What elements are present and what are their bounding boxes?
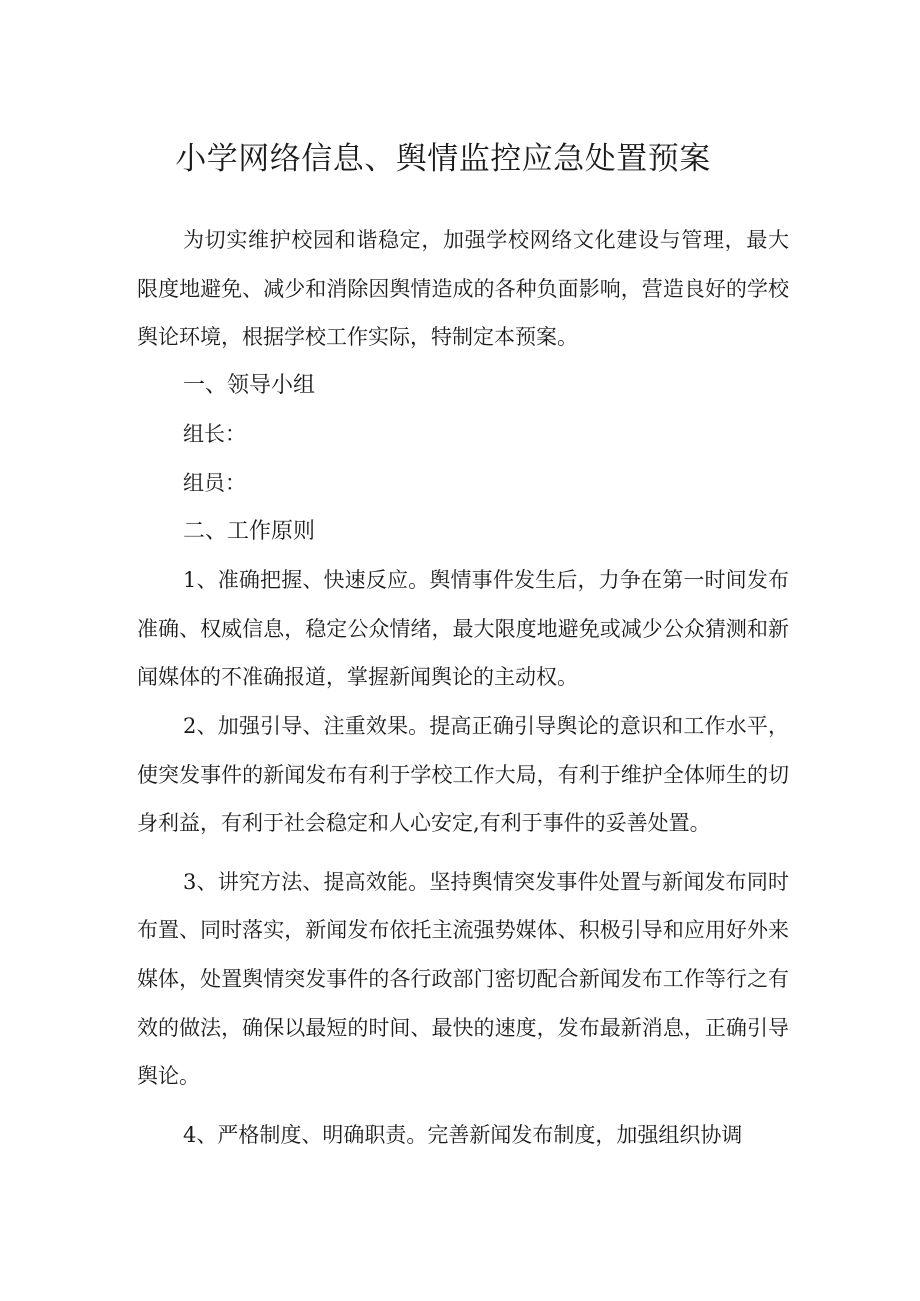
paragraph-gap (137, 1101, 789, 1111)
principle-item-1: 1、准确把握、快速反应。舆情事件发生后，力争在第一时间发布准确、权威信息，稳定公众情绪，最大限度地避免或减少公众猜测和新闻媒体的不准确报道，掌握新闻舆论的主动权。 (137, 568, 789, 690)
principle-item-4: 4、严格制度、明确职责。完善新闻发布制度，加强组织协调 (183, 1122, 743, 1147)
document-title: 小学网络信息、舆情监控应急处置预案 (175, 141, 711, 177)
document-body (137, 216, 789, 1159)
section-heading-leadership: 一、领导小组 (183, 372, 316, 398)
members-label: 组员： (183, 470, 246, 495)
leader-label: 组长： (183, 422, 246, 447)
principle-item-2: 2、加强引导、注重效果。提高正确引导舆论的意识和工作水平，使突发事件的新闻发布有利于学校工作大局，有利于维护全体师生的切身利益，有利于社会稳定和人心安定,有利于事件的妥善处置。 (137, 713, 789, 836)
section-heading-principles: 二、工作原则 (183, 518, 316, 544)
intro-paragraph: 为切实维护校园和谐稳定，加强学校网络文化建设与管理，最大限度地避免、减少和消除因舆情造成的各种负面影响，营造良好的学校舆论环境，根据学校工作实际，特制定本预案。 (137, 228, 789, 350)
paragraph-gap (137, 848, 789, 858)
principle-item-3: 3、讲究方法、提高效能。坚持舆情突发事件处置与新闻发布同时布置、同时落实，新闻发布依托主流强势媒体、积极引导和应用好外来媒体，处置舆情突发事件的各行政部门密切配合新闻发布工作等行之有效的做法，确保以最短的时间、最快的速度，发布最新消息，正确引导舆论。 (137, 869, 789, 1089)
